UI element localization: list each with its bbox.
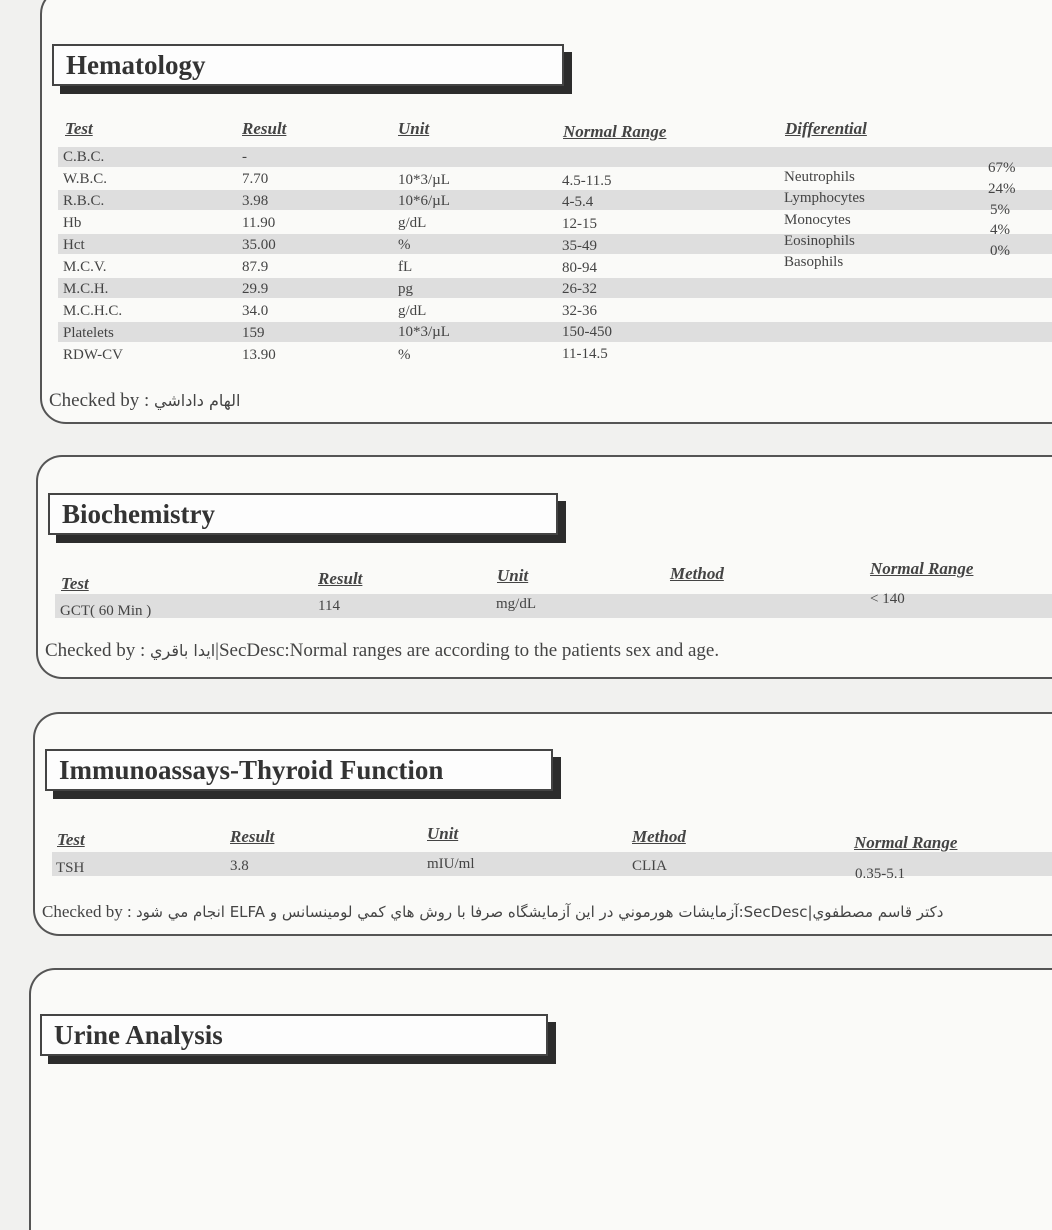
thyroid-checked-by [42,902,943,922]
biochemistry-title: Biochemistry [48,493,558,535]
biochemistry-header-unit: Unit [497,566,529,585]
row-stripe [58,147,1052,167]
rbc-test: R.B.C. [63,193,105,209]
rdw-range: 11-14.5 [562,346,608,362]
mcv-test: M.C.V. [63,259,107,275]
tsh-range: 0.35-5.1 [855,866,905,882]
mch-test: M.C.H. [63,281,109,297]
thyroid-header-unit: Unit [427,824,459,843]
mcv-unit: fL [398,259,413,275]
checked-by-label: Checked by : [49,390,150,411]
urine-title: Urine Analysis [40,1014,548,1056]
thyroid-header-result: Result [230,827,275,846]
rbc-range: 4-5.4 [562,194,594,210]
rdw-result: 13.90 [242,347,276,363]
mch-range: 26-32 [562,281,597,297]
hematology-title: Hematology [52,44,564,86]
mch-unit: pg [398,281,413,297]
mchc-unit: g/dL [398,303,427,319]
hematology-header-test: Test [65,119,93,138]
thyroid-header-test: Test [57,830,85,849]
thyroid-header-range: Normal Range [854,833,958,852]
rbc-unit: 10*6/µL [398,193,450,209]
mcv-result: 87.9 [242,259,269,275]
gct-unit: mg/dL [496,596,536,612]
thyroid-header-method: Method [632,827,686,846]
hb-test: Hb [63,215,82,231]
hematology-header-unit: Unit [398,119,430,138]
tsh-test: TSH [56,860,85,876]
thyroid-title: Immunoassays-Thyroid Function [45,749,553,791]
platelets-result: 159 [242,325,265,341]
platelets-test: Platelets [63,325,114,341]
differential-name: Lymphocytes [784,190,865,206]
mchc-result: 34.0 [242,303,269,319]
row-stripe [58,190,1052,210]
hct-unit: % [398,237,411,253]
hematology-header-differential: Differential [785,119,867,138]
wbc-result: 7.70 [242,171,269,187]
platelets-unit: 10*3/µL [398,324,450,340]
hematology-header-result: Result [242,119,287,138]
mch-result: 29.9 [242,281,269,297]
platelets-range: 150-450 [562,324,612,340]
hb-unit: g/dL [398,215,427,231]
rdw-test: RDW-CV [63,347,123,363]
checked-by-label: Checked by : [45,640,146,661]
differential-value: 67% [988,160,1016,176]
hct-result: 35.00 [242,237,276,253]
row-stripe [58,278,1052,298]
rbc-result: 3.98 [242,193,269,209]
hematology-checked-by [49,390,240,412]
tsh-unit: mIU/ml [427,856,475,872]
differential-name: Neutrophils [784,169,855,185]
tsh-result: 3.8 [230,858,249,874]
hb-result: 11.90 [242,215,276,231]
hct-range: 35-49 [562,238,597,254]
cbc-test: C.B.C. [63,149,105,165]
row-stripe [58,234,1052,254]
mchc-range: 32-36 [562,303,597,319]
checked-by-text: دكتر قاسم مصطفوي|SecDesc:آزمايشات هورموني در اين آزمايشگاه صرفا با روش هاي كمي لومينسانس و ELFA انجام مي شود [135,903,944,921]
rdw-unit: % [398,347,411,363]
wbc-range: 4.5-11.5 [562,173,612,189]
biochemistry-checked-by [45,640,719,662]
gct-test: GCT( 60 Min ) [60,603,152,619]
gct-result: 114 [318,598,340,614]
hct-test: Hct [63,237,85,253]
sec-desc: |SecDesc:Normal ranges are according to the patients sex and age. [215,640,720,661]
cbc-result: - [242,149,247,165]
hb-range: 12-15 [562,216,597,232]
differential-name: Basophils [784,254,844,270]
tsh-method: CLIA [632,858,667,874]
differential-value: 4% [990,222,1010,238]
gct-range: < 140 [870,591,905,607]
urine-panel [29,968,1052,1230]
biochemistry-header-method: Method [670,564,724,583]
differential-value: 24% [988,181,1016,197]
differential-value: 5% [990,202,1010,218]
biochemistry-header-range: Normal Range [870,559,974,578]
mcv-range: 80-94 [562,260,597,276]
checked-by-name: الهام داداشي [154,391,241,410]
biochemistry-header-result: Result [318,569,363,588]
row-stripe [58,322,1052,342]
mchc-test: M.C.H.C. [63,303,123,319]
hematology-header-range: Normal Range [563,122,667,141]
differential-name: Monocytes [784,212,851,228]
differential-value: 0% [990,243,1010,259]
checked-by-label: Checked by : [42,902,132,921]
wbc-test: W.B.C. [63,171,108,187]
checked-by-name: ايدا باقري [150,641,216,660]
differential-name: Eosinophils [784,233,855,249]
biochemistry-header-test: Test [61,574,89,593]
wbc-unit: 10*3/µL [398,172,450,188]
